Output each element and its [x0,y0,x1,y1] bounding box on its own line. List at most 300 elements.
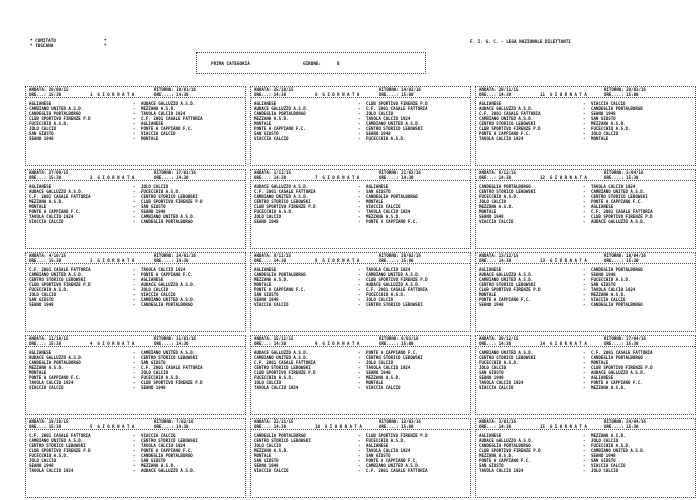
away-team: PONTE A CAPPIANO F.C. [366,350,418,355]
away-team: AGLIANESE [366,184,389,189]
match-separator: - [583,204,586,209]
match-separator: - [583,302,586,307]
giornata-block [25,86,246,166]
away-team: PONTE A CAPPIANO F.C. [366,219,418,224]
home-team: MONTALE [479,292,497,297]
away-team: VIACCIA CALCIO [141,131,176,136]
away-team: CAMBIANO UNITED A.S.D. [366,121,421,126]
home-team: AUDACE GALLUZZO A.S.D. [254,106,309,111]
match-row [254,302,467,307]
match-separator: - [358,287,361,292]
match-separator: - [358,184,361,189]
ritorno-time: ORE....: 15:00 [379,424,414,429]
away-team: CAMBIANO UNITED A.S.D. [591,189,646,194]
home-team: CANDEGLIA PORTALBORGO [254,272,306,277]
home-team: PONTE A CAPPIANO F.C. [254,287,306,292]
ritorno-time: ORE....: 14:30 [154,175,189,180]
match-separator: - [133,453,136,458]
giornata-header [26,336,245,347]
away-team: AGLIANESE [141,121,164,126]
match-separator: - [583,360,586,365]
away-team: CENTRO STORICO LEBOWSKI [591,194,648,199]
away-team: SAN GIUSTO [366,189,391,194]
match-separator: - [133,433,136,438]
match-separator: - [358,385,361,390]
giornata-number: 7 G I O R N A T A [315,175,360,180]
andata-date: ANDATA: 18/10/15 [29,419,69,424]
giornata-header [251,419,470,430]
match-separator: - [358,302,361,307]
giornata-header [476,336,695,347]
away-team: MONTALE [141,136,159,141]
home-team: AUDACE GALLUZZO A.S.D. [479,272,534,277]
ritorno-date: RITORNO: 17/01/16 [154,170,196,175]
ritorno-date: RITORNO: 13/03/16 [379,419,421,424]
header-stars: * * [104,39,107,49]
home-team: AUDACE GALLUZZO A.S.D. [479,106,534,111]
away-team: CAMBIANO UNITED A.S.D. [366,463,421,468]
match-separator: - [133,214,136,219]
match-row [479,136,692,141]
home-team: CAMBIANO UNITED A.S.D. [479,277,534,282]
home-team: MONTALE [29,370,47,375]
home-team: PONTE A CAPPIANO F.C. [479,131,531,136]
match-separator: - [358,199,361,204]
home-team: TAVOLA CALCIO 1924 [29,214,74,219]
home-team: CANDEGLIA PORTALBORGO [479,184,531,189]
match-separator: - [583,443,586,448]
home-team: JOLO CALCIO [254,380,282,385]
match-separator: - [133,184,136,189]
home-team: SAN GIUSTO [29,131,54,136]
match-list [26,264,245,307]
home-team: C.F. 2001 CASALE FATTORIA [29,194,91,199]
home-team: JOLO CALCIO [29,292,57,297]
andata-date: ANDATA: 20/12/15 [479,336,519,341]
away-team: CAMBIANO UNITED A.S.D. [141,297,196,302]
away-team: SEANO 1948 [591,111,616,116]
match-separator: - [133,136,136,141]
match-separator: - [583,458,586,463]
match-separator: - [133,468,136,473]
home-team: FUCECCHIO A.S.D. [479,194,519,199]
home-team: AUDACE GALLUZZO A.S.D. [29,189,84,194]
away-team: FUCECCHIO A.S.D. [141,375,181,380]
header-region [30,39,56,49]
giornata-block [250,418,471,498]
ritorno-time: ORE....: 14:30 [154,341,189,346]
away-team: MEZZANA A.S.D. [141,106,176,111]
home-team: C.F. 2001 CASALE FATTORIA [29,433,91,438]
ritorno-date: RITORNO: 14/02/16 [379,87,421,92]
match-separator: - [583,194,586,199]
match-list [476,264,695,307]
home-team: FUCECCHIO A.S.D. [479,360,519,365]
away-team: MONTALE [366,199,384,204]
andata-time: ORE...: 14:30 [479,175,512,180]
away-team: CENTRO STORICO LEBOWSKI [366,355,423,360]
andata-date: ANDATA: 27/09/15 [29,170,69,175]
match-list [26,430,245,473]
away-team: PONTE A CAPPIANO F.C. [591,380,643,385]
match-separator: - [583,126,586,131]
giornata-block [25,169,246,249]
andata-time: ORE...: 14:30 [254,258,287,263]
home-team: JOLO CALCIO [29,458,57,463]
away-team: VIACCIA CALCIO [591,463,626,468]
match-separator: - [583,272,586,277]
match-separator: - [133,209,136,214]
giornata-number: 3 G I O R N A T A [90,258,135,263]
match-separator: - [583,448,586,453]
match-separator: - [583,453,586,458]
match-separator: - [133,365,136,370]
home-team: SEANO 1948 [29,136,54,141]
away-team: CANDEGLIA PORTALBORGO [591,106,643,111]
giornata-block [250,169,471,249]
match-separator: - [133,267,136,272]
away-team: TAVOLA CALCIO 1924 [141,111,186,116]
andata-date: ANDATA: 6/12/15 [479,170,516,175]
home-team: JOLO CALCIO [254,443,282,448]
home-team: SEANO 1948 [479,302,504,307]
andata-time: ORE...: 14:30 [254,424,287,429]
match-separator: - [358,355,361,360]
match-row [479,385,692,390]
giornata-number: 13 G I O R N A T A [540,258,587,263]
giornata-block [475,335,696,415]
home-team: SAN GIUSTO [479,463,504,468]
match-separator: - [358,272,361,277]
match-separator: - [583,468,586,473]
away-team: TAVOLA CALCIO 1924 [366,116,411,121]
away-team: MEZZANA A.S.D. [591,433,626,438]
match-list [26,347,245,390]
giornata-number: 5 G I O R N A T A [90,424,135,429]
match-separator: - [358,453,361,458]
match-separator: - [133,297,136,302]
home-team: FUCECCHIO A.S.D. [29,121,69,126]
match-list [251,430,470,473]
away-team: MONTALE [591,360,609,365]
match-list [251,181,470,224]
giornata-number: 15 G I O R N A T A [540,424,587,429]
home-team: MONTALE [479,209,497,214]
ritorno-date: RITORNO: 21/02/16 [379,170,421,175]
home-team: FUCECCHIO A.S.D. [29,453,69,458]
match-separator: - [358,443,361,448]
match-row [29,136,242,141]
giornata-block [250,86,471,166]
giornata-header [476,253,695,264]
away-team: PONTE A CAPPIANO F.C. [141,126,193,131]
home-team: CENTRO STORICO LEBOWSKI [479,189,536,194]
match-separator: - [358,121,361,126]
ritorno-date: RITORNO: 7/02/16 [154,419,194,424]
away-team: SAN GIUSTO [141,360,166,365]
match-separator: - [133,385,136,390]
home-team: SEANO 1948 [479,375,504,380]
match-separator: - [583,184,586,189]
away-team: CLUB SPORTIVO FIRENZE P.D [366,101,428,106]
away-team: TAVOLA CALCIO 1924 [366,365,411,370]
away-team: AUDACE GALLUZZO A.S.D. [141,101,196,106]
home-team: CANDEGLIA PORTALBORGO [479,443,531,448]
match-row [479,468,692,473]
giornata-header [251,170,470,181]
home-team: VIACCIA CALCIO [29,385,64,390]
home-team: TAVOLA CALCIO 1924 [29,468,74,473]
match-separator: - [358,375,361,380]
giornata-header [26,170,245,181]
away-team: CLUB SPORTIVO FIRENZE P.D [591,365,653,370]
home-team: AGLIANESE [479,101,502,106]
match-separator: - [133,189,136,194]
match-row [254,219,467,224]
ritorno-time: ORE....: 15:00 [604,92,639,97]
home-team: CENTRO STORICO LEBOWSKI [29,443,86,448]
home-team: SAN GIUSTO [254,458,279,463]
away-team: FUCECCHIO A.S.D. [591,277,631,282]
match-separator: - [358,448,361,453]
match-row [479,302,692,307]
away-team: FUCECCHIO A.S.D. [591,126,631,131]
andata-date: ANDATA: 3/01/16 [479,419,516,424]
andata-time: ORE...: 14:30 [254,92,287,97]
away-team: MONTALE [366,380,384,385]
away-team: MEZZANA A.S.D. [591,292,626,297]
match-separator: - [583,131,586,136]
giornata-number: 14 G I O R N A T A [540,341,587,346]
away-team: VIACCIA CALCIO [366,385,401,390]
match-list [251,98,470,141]
match-separator: - [133,101,136,106]
home-team: CAMBIANO UNITED A.S.D. [254,355,309,360]
away-team: SAN GIUSTO [141,204,166,209]
match-separator: - [133,126,136,131]
andata-date: ANDATA: 8/11/15 [254,253,291,258]
away-team: CENTRO STORICO LEBOWSKI [141,438,198,443]
home-team: CLUB SPORTIVO FIRENZE P.D [29,282,91,287]
region-label: * TOSCANA [30,44,54,49]
away-team: AUDACE GALLUZZO A.S.D. [141,468,196,473]
match-separator: - [583,463,586,468]
match-row [254,468,467,473]
away-team: MEZZANA A.S.D. [591,385,626,390]
andata-date: ANDATA: 4/10/15 [29,253,66,258]
home-team: JOLO CALCIO [479,199,507,204]
away-team: C.F. 2001 CASALE FATTORIA [591,209,653,214]
away-team: CANDEGLIA PORTALBORGO [591,302,643,307]
home-team: CLUB SPORTIVO FIRENZE P.D [29,448,91,453]
away-team: CANDEGLIA PORTALBORGO [141,302,193,307]
giornata-block [475,86,696,166]
andata-time: ORE...: 15:30 [29,175,62,180]
match-row [29,302,242,307]
giornata-header [476,419,695,430]
away-team: TAVOLA CALCIO 1924 [591,287,636,292]
away-team: SEANO 1948 [591,453,616,458]
match-row [29,219,242,224]
match-separator: - [358,267,361,272]
home-team: SEANO 1948 [254,219,279,224]
home-team: C.F. 2001 CASALE FATTORIA [254,189,316,194]
giornata-number: 2 G I O R N A T A [90,175,135,180]
away-team: FUCECCHIO A.S.D. [366,292,406,297]
girone-value: B [337,62,340,67]
home-team: MEZZANA A.S.D. [254,116,289,121]
match-separator: - [358,101,361,106]
match-separator: - [358,219,361,224]
away-team: CLUB SPORTIVO FIRENZE P.D [591,214,653,219]
match-row [29,468,242,473]
away-team: CENTRO STORICO LEBOWSKI [366,302,423,307]
match-separator: - [583,287,586,292]
away-team: CLUB SPORTIVO FIRENZE P.D [366,277,428,282]
away-team: SAN GIUSTO [591,116,616,121]
away-team: C.F. 2001 CASALE FATTORIA [366,468,428,473]
match-list [476,181,695,224]
giornata-block [475,418,696,498]
home-team: PONTE A CAPPIANO F.C. [254,126,306,131]
home-team: AUDACE GALLUZZO A.S.D. [479,438,534,443]
away-team: TAVOLA CALCIO 1924 [366,267,411,272]
away-team: JOLO CALCIO [591,131,619,136]
giornata-block [25,252,246,332]
ritorno-date: RITORNO: 24/04/16 [604,419,646,424]
match-separator: - [358,194,361,199]
match-separator: - [133,287,136,292]
andata-time: ORE...: 14:30 [479,424,512,429]
andata-time: ORE...: 14:30 [479,258,512,263]
home-team: CENTRO STORICO LEBOWSKI [29,277,86,282]
home-team: CLUB SPORTIVO FIRENZE P.D [29,116,91,121]
giornata-header [251,87,470,98]
away-team: MEZZANA A.S.D. [366,214,401,219]
home-team: CANDEGLIA PORTALBORGO [29,360,81,365]
match-separator: - [358,458,361,463]
away-team: AGLIANESE [591,204,614,209]
away-team: AGLIANESE [591,375,614,380]
away-team: MEZZANA A.S.D. [591,121,626,126]
home-team: SEANO 1948 [479,214,504,219]
match-separator: - [583,297,586,302]
away-team: TAVOLA CALCIO 1924 [366,448,411,453]
giornata-header [26,87,245,98]
match-list [476,347,695,390]
away-team: C.F. 2001 CASALE FATTORIA [141,365,203,370]
home-team: JOLO CALCIO [29,126,57,131]
home-team: MEZZANA A.S.D. [29,365,64,370]
away-team: CANDEGLIA PORTALBORGO [141,219,193,224]
giornata-number: 9 G I O R N A T A [315,341,360,346]
away-team: JOLO CALCIO [141,184,169,189]
match-list [26,181,245,224]
home-team: CENTRO STORICO LEBOWSKI [479,121,536,126]
home-team: CLUB SPORTIVO FIRENZE P.D [254,204,316,209]
home-team: JOLO CALCIO [254,214,282,219]
match-separator: - [583,106,586,111]
home-team: SAN GIUSTO [254,292,279,297]
match-separator: - [358,204,361,209]
away-team: MONTALE [591,136,609,141]
ritorno-date: RITORNO: 3/04/16 [604,170,644,175]
away-team: PONTE A CAPPIANO F.C. [141,272,193,277]
match-separator: - [133,370,136,375]
away-team: SEANO 1948 [366,131,391,136]
giornata-block [250,335,471,415]
away-team: AGLIANESE [141,277,164,282]
away-team: VIACCIA CALCIO [591,101,626,106]
match-row [254,385,467,390]
match-separator: - [133,375,136,380]
home-team: CLUB SPORTIVO FIRENZE P.D [479,287,541,292]
home-team: CANDEGLIA PORTALBORGO [254,433,306,438]
away-team: SAN GIUSTO [141,458,166,463]
match-separator: - [583,438,586,443]
andata-time: ORE...: 14:30 [479,341,512,346]
away-team: SEANO 1948 [141,209,166,214]
match-separator: - [133,194,136,199]
home-team: VIACCIA CALCIO [254,468,289,473]
away-team: PONTE A CAPPIANO F.C. [591,199,643,204]
home-team: PONTE A CAPPIANO F.C. [479,458,531,463]
ritorno-time: ORE....: 15:00 [379,341,414,346]
match-separator: - [358,106,361,111]
away-team: CENTRO STORICO LEBOWSKI [141,194,198,199]
away-team: CANDEGLIA PORTALBORGO [591,355,643,360]
andata-time: ORE...: 15:30 [29,341,62,346]
home-team: FUCECCHIO A.S.D. [29,287,69,292]
home-team: TAVOLA CALCIO 1924 [479,136,524,141]
match-separator: - [583,355,586,360]
home-team: PONTE A CAPPIANO F.C. [479,297,531,302]
home-team: MONTALE [254,453,272,458]
giornata-header [476,170,695,181]
away-team: TAVOLA CALCIO 1924 [366,209,411,214]
giornata-block [475,252,696,332]
home-team: AGLIANESE [254,101,277,106]
match-separator: - [583,282,586,287]
ritorno-date: RITORNO: 6/03/16 [379,336,419,341]
match-separator: - [583,292,586,297]
away-team: SAN GIUSTO [591,458,616,463]
away-team: C.F. 2001 CASALE FATTORIA [591,350,653,355]
away-team: C.F. 2001 CASALE FATTORIA [366,287,428,292]
giornata-block [25,418,246,498]
home-team: AGLIANESE [479,267,502,272]
match-separator: - [133,121,136,126]
home-team: C.F. 2001 CASALE FATTORIA [29,267,91,272]
away-team: CENTRO STORICO LEBOWSKI [366,126,423,131]
away-team: CAMBIANO UNITED A.S.D. [366,272,421,277]
giornata-number: 11 G I O R N A T A [540,92,587,97]
match-separator: - [583,350,586,355]
match-separator: - [358,292,361,297]
match-separator: - [358,131,361,136]
ritorno-date: RITORNO: 10/01/16 [154,87,196,92]
ritorno-time: ORE....: 15:00 [379,258,414,263]
girone-label: GIRONE: [303,62,322,67]
home-team: VIACCIA CALCIO [479,385,514,390]
ritorno-date: RITORNO: 20/03/16 [604,87,646,92]
away-team: AUDACE GALLUZZO A.S.D. [591,370,646,375]
home-team: TAVOLA CALCIO 1924 [254,385,299,390]
giornata-number: 12 G I O R N A T A [540,175,587,180]
match-separator: - [358,277,361,282]
giornata-number: 4 G I O R N A T A [90,341,135,346]
home-team: VIACCIA CALCIO [29,219,64,224]
